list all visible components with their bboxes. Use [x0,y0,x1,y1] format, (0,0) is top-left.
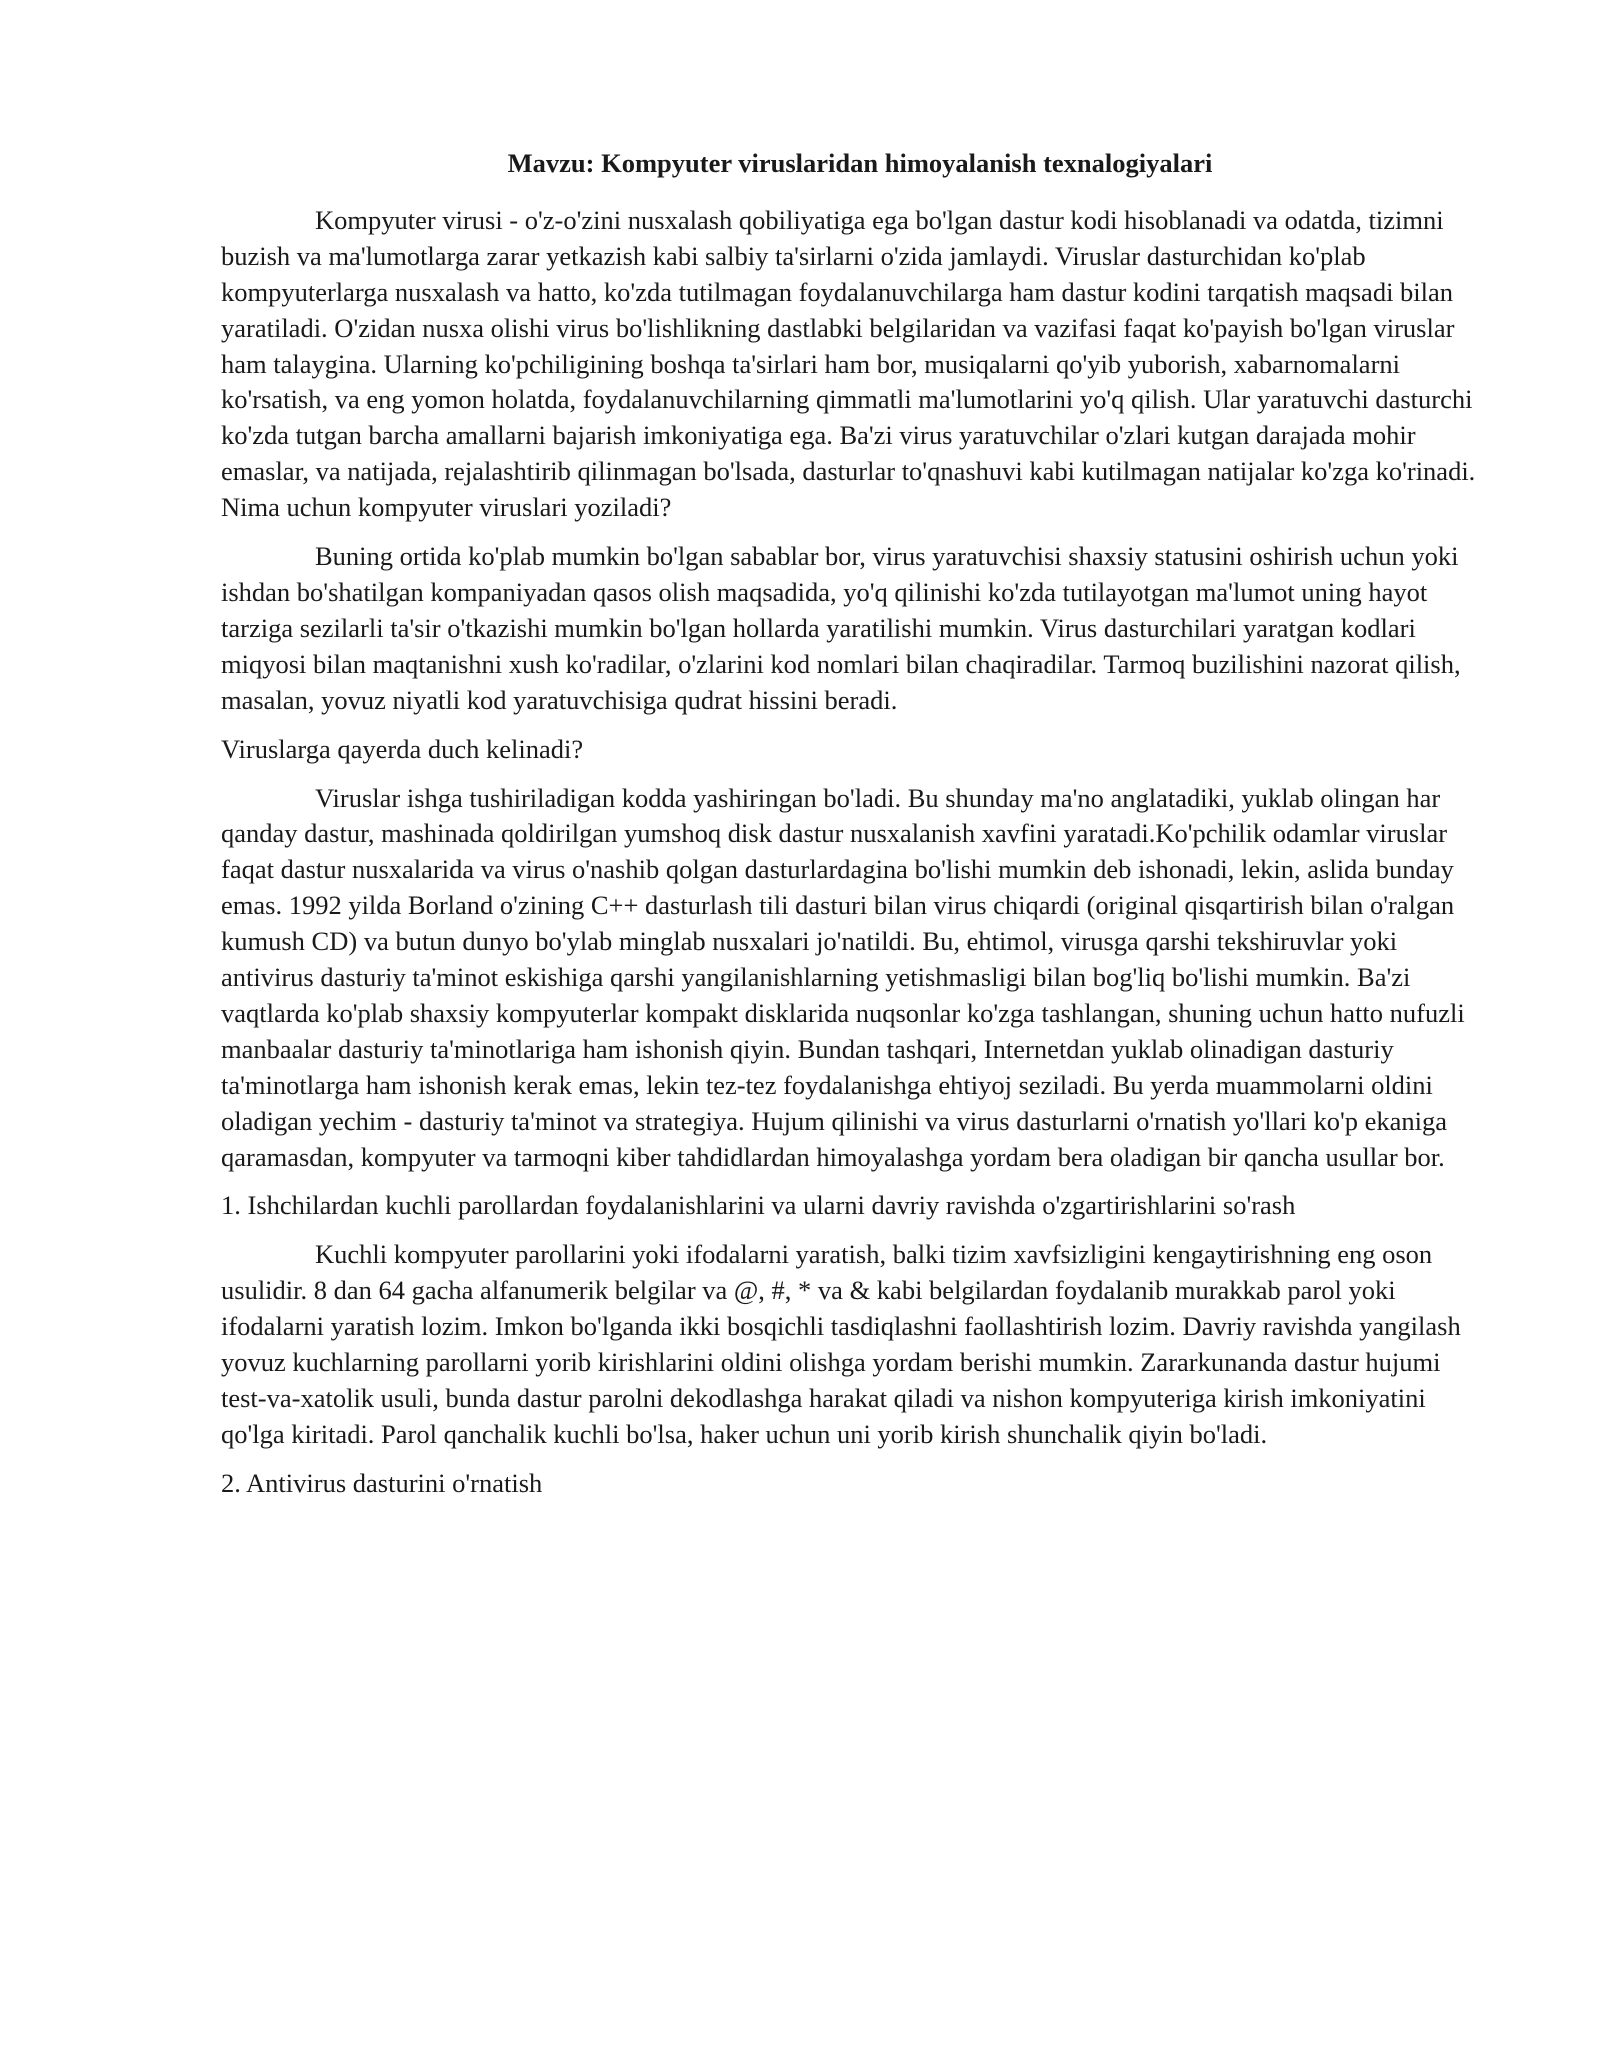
paragraph-intro: Kompyuter virusi - o'z-o'zini nusxalash qobiliyatiga ega bo'lgan dastur kodi hisoblanadi va odatda, tizimni buzish va ma'lumotlarga zarar yetkazish kabi salbiy ta'sirlarni o'zida jamlaydi. Viruslar dasturchidan ko'plab kompyuterlarga nusxalash va hatto, ko'zda tutilmagan foydalanuvchilarga ham dastur kodini tarqatish maqsadi bilan yaratiladi. O'zidan nusxa olishi virus bo'lishlikning dastlabki belgilaridan va vazifasi faqat ko'payish bo'lgan viruslar ham talaygina. Ularning ko'pchiligining boshqa ta'sirlari ham bor, musiqalarni qo'yib yuborish, xabarnomalarni ko'rsatish, va eng yomon holatda, foydalanuvchilarning qimmatli ma'lumotlarini yo'q qilish. Ular yaratuvchi dasturchi ko'zda tutgan barcha amallarni bajarish imkoniyatiga ega. Ba'zi virus yaratuvchilar o'zlari kutgan darajada mohir emaslar, va natijada, rejalashtirib qilinmagan bo'lsada, dasturlar to'qnashuvi kabi kutilmagan natijalar ko'zga ko'rinadi. Nima uchun kompyuter viruslari yoziladi? [221,204,1476,523]
document-title: Mavzu: Kompyuter viruslaridan himoyalanish texnalogiyalari [507,148,1213,178]
list-item-passwords: 1. Ishchilardan kuchli parollardan foydalanishlarini va ularni davriy ravishda o'zgartirishlarini so'rash [221,1190,1296,1221]
paragraph-reasons: Buning ortida ko'plab mumkin bo'lgan sabablar bor, virus yaratuvchisi shaxsiy statusini oshirish uchun yoki ishdan bo'shatilgan kompaniyadan qasos olish maqsadida, yo'q qilinishi ko'zda tutilayotgan ma'lumot uning hayot tarziga sezilarli ta'sir o'tkazishi mumkin bo'lgan hollarda yaratilishi mumkin. Virus dasturchilari yaratgan kodlari miqyosi bilan maqtanishni xush ko'radilar, o'zlarini kod nomlari bilan chaqiradilar. Tarmoq buzilishini nazorat qilish, masalan, yovuz niyatli kod yaratuvchisiga qudrat hissini beradi. [221,541,1461,715]
document-page [221,146,1483,1515]
section-heading-where: Viruslarga qayerda duch kelinadi? [221,733,584,764]
list-item-antivirus: 2. Antivirus dasturini o'rnatish [221,1467,543,1498]
paragraph-passwords: Kuchli kompyuter parollarini yoki ifodalarni yaratish, balki tizim xavfsizligini kengaytirishning eng oson usulidir. 8 dan 64 gacha alfanumerik belgilar va @, #, * va & kabi belgilardan foydalanib murakkab parol yoki ifodalarni yaratish lozim. Imkon bo'lganda ikki bosqichli tasdiqlashni faollashtirish lozim. Davriy ravishda yangilash yovuz kuchlarning parollarni yorib kirishlarini oldini olishga yordam berishi mumkin. Zararkunanda dastur hujumi test-va-xatolik usuli, bunda dastur parolni dekodlashga harakat qiladi va nishon kompyuteriga kirish imkoniyatini qo'lga kiritadi. Parol qanchalik kuchli bo'lsa, haker uchun uni yorib kirish shunchalik qiyin bo'ladi. [221,1239,1461,1449]
paragraph-where: Viruslar ishga tushiriladigan kodda yashiringan bo'ladi. Bu shunday ma'no anglatadiki, yuklab olingan har qanday dastur, mashinada qoldirilgan yumshoq disk dastur nusxalanish xavfini yaratadi.Ko'pchilik odamlar viruslar faqat dastur nusxalarida va virus o'nashib qolgan dasturlardagina bo'lishi mumkin deb ishonadi, lekin, aslida bunday emas. 1992 yilda Borland o'zining C++ dasturlash tili dasturi bilan virus chiqardi (original qisqartirish bilan o'ralgan kumush CD) va butun dunyo bo'ylab minglab nusxalari jo'natildi. Bu, ehtimol, virusga qarshi tekshiruvlar yoki antivirus dasturiy ta'minot eskishiga qarshi yangilanishlarning yetishmasligi bilan bog'liq bo'lishi mumkin. Ba'zi vaqtlarda ko'plab shaxsiy kompyuterlar kompakt disklarida nuqsonlar ko'zga tashlangan, shuning uchun hatto nufuzli manbaalar dasturiy ta'minotlariga ham ishonish qiyin. Bundan tashqari, Internetdan yuklab olinadigan dasturiy ta'minotlarga ham ishonish kerak emas, lekin tez-tez foydalanishga ehtiyoj seziladi. Bu yerda muammolarni oldini oladigan yechim - dasturiy ta'minot va strategiya. Hujum qilinishi va virus dasturlarni o'rnatish yo'llari ko'p ekaniga qaramasdan, kompyuter va tarmoqni kiber tahdidlardan himoyalashga yordam bera oladigan bir qancha usullar bor. [221,782,1465,1172]
